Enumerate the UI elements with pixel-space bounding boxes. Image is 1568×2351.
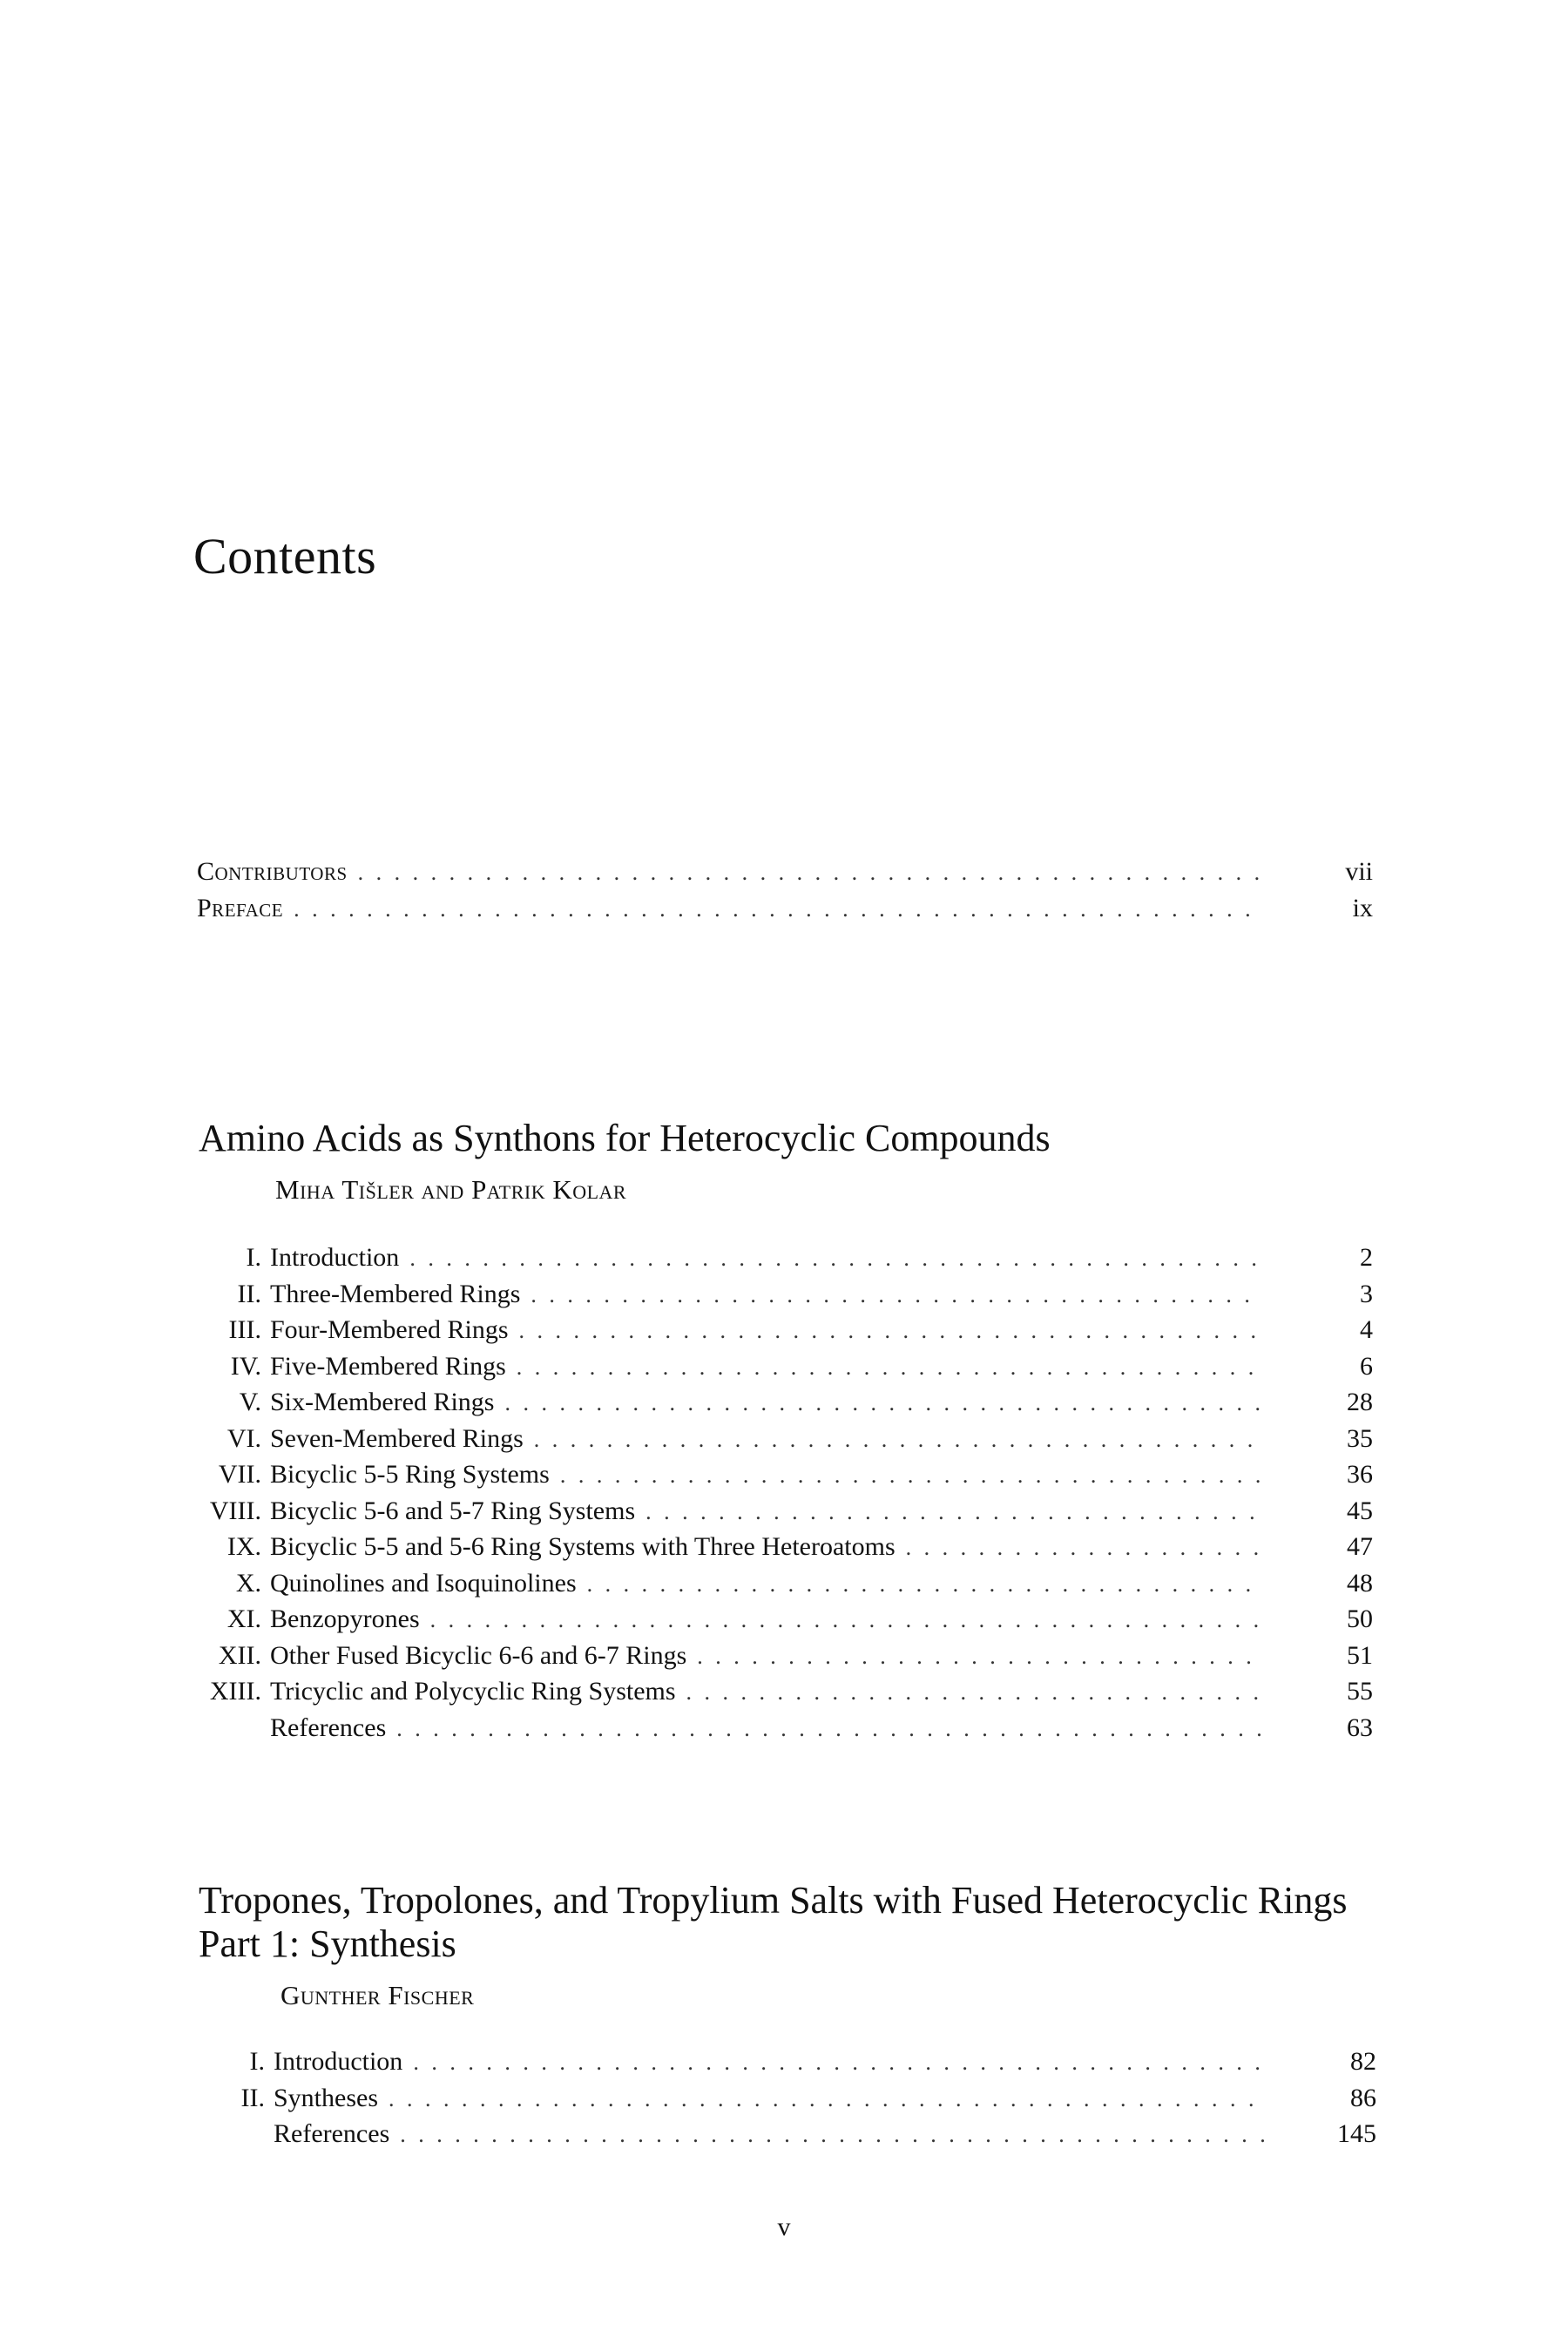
toc-entry-page: 3 bbox=[1360, 1279, 1373, 1308]
dot-leader bbox=[358, 855, 1261, 891]
dot-leader bbox=[430, 1602, 1261, 1638]
toc-entry[interactable] bbox=[197, 1673, 1373, 1710]
toc-entry-label: Bicyclic 5-6 and 5-7 Ring Systems bbox=[270, 1496, 636, 1525]
toc-entry[interactable] bbox=[197, 1601, 1373, 1638]
toc-entry-label: Seven-Membered Rings bbox=[270, 1423, 524, 1453]
toc-entry[interactable] bbox=[197, 1384, 1373, 1421]
toc-entry-number: I. bbox=[246, 1243, 261, 1272]
chapter-2-title: Tropones, Tropolones, and Tropylium Salts with Fused Heterocyclic Rings bbox=[199, 1879, 1348, 1922]
toc-entry-number: XIII. bbox=[209, 1677, 261, 1706]
toc-entry-page: 4 bbox=[1360, 1315, 1373, 1344]
toc-entry-page: vii bbox=[1345, 857, 1373, 886]
toc-entry-page: 28 bbox=[1347, 1388, 1373, 1416]
toc-entry-page: 55 bbox=[1347, 1677, 1373, 1706]
dot-leader bbox=[697, 1638, 1261, 1675]
toc-entry[interactable] bbox=[197, 1638, 1373, 1674]
toc-entry-page: 47 bbox=[1347, 1532, 1373, 1561]
toc-entry-number: VIII. bbox=[209, 1496, 261, 1525]
dot-leader bbox=[517, 1349, 1261, 1386]
chapter-1-authors: Miha Tišler and Patrik Kolar bbox=[275, 1174, 627, 1205]
toc-entry-page: 45 bbox=[1347, 1496, 1373, 1525]
toc-entry-contributors[interactable] bbox=[197, 854, 1373, 890]
toc-entry-label: Tricyclic and Polycyclic Ring Systems bbox=[270, 1677, 676, 1706]
page-title: Contents bbox=[193, 528, 377, 584]
toc-entry-number: VII. bbox=[218, 1460, 261, 1489]
toc-entry-page: 86 bbox=[1350, 2083, 1376, 2112]
toc-entry-number: XII. bbox=[218, 1640, 261, 1670]
toc-entry-label: Benzopyrones bbox=[270, 1604, 420, 1633]
toc-entry-number: IV. bbox=[230, 1351, 261, 1381]
dot-leader bbox=[587, 1566, 1261, 1603]
toc-entry-page: 145 bbox=[1337, 2119, 1376, 2148]
dot-leader bbox=[560, 1457, 1261, 1494]
toc-entry-number: III. bbox=[228, 1315, 261, 1344]
dot-leader bbox=[906, 1530, 1261, 1566]
toc-entry-label: Quinolines and Isoquinolines bbox=[270, 1568, 577, 1598]
toc-entry-number: II. bbox=[240, 2083, 265, 2112]
dot-leader bbox=[294, 891, 1261, 928]
toc-entry[interactable] bbox=[197, 1529, 1373, 1565]
toc-entry-label: Introduction bbox=[274, 2047, 403, 2076]
toc-entry-label: Preface bbox=[197, 893, 284, 922]
toc-entry-label: Six-Membered Rings bbox=[270, 1388, 495, 1416]
page-number: v bbox=[777, 2213, 791, 2241]
toc-entry-label: Introduction bbox=[270, 1243, 400, 1272]
toc-entry[interactable] bbox=[197, 1312, 1373, 1348]
front-matter-list bbox=[197, 854, 1373, 926]
toc-entry-number: IX. bbox=[226, 1532, 261, 1561]
dot-leader bbox=[389, 2081, 1265, 2118]
dot-leader bbox=[413, 2044, 1265, 2081]
dot-leader bbox=[645, 1494, 1261, 1530]
chapter-2-subtitle: Part 1: Synthesis bbox=[199, 1922, 456, 1965]
dot-leader bbox=[531, 1277, 1261, 1314]
toc-entry-label: Five-Membered Rings bbox=[270, 1351, 506, 1381]
toc-entry-label: Three-Membered Rings bbox=[270, 1279, 521, 1308]
toc-entry-label: Syntheses bbox=[274, 2083, 378, 2112]
toc-entry-number: VI. bbox=[226, 1423, 261, 1453]
toc-entry-label: References bbox=[274, 2119, 390, 2148]
toc-entry[interactable] bbox=[200, 2080, 1376, 2117]
toc-entry-page: 6 bbox=[1360, 1351, 1373, 1381]
dot-leader bbox=[396, 1711, 1261, 1747]
toc-entry-label: References bbox=[270, 1713, 387, 1742]
toc-entry-page: 36 bbox=[1347, 1460, 1373, 1489]
toc-entry-page: 50 bbox=[1347, 1604, 1373, 1633]
toc-entry[interactable] bbox=[200, 2044, 1376, 2080]
toc-entry-page: 51 bbox=[1347, 1640, 1373, 1670]
chapter-1-title: Amino Acids as Synthons for Heterocyclic Compounds bbox=[199, 1117, 1051, 1159]
toc-entry-preface[interactable] bbox=[197, 890, 1373, 927]
toc-entry-number: XI. bbox=[226, 1604, 261, 1633]
toc-entry[interactable] bbox=[197, 1456, 1373, 1493]
toc-entry-page: 82 bbox=[1350, 2047, 1376, 2076]
toc-entry-number: II. bbox=[237, 1279, 261, 1308]
chapter-1-entries bbox=[197, 1240, 1373, 1746]
toc-entry[interactable] bbox=[197, 1421, 1373, 1457]
toc-entry[interactable] bbox=[197, 1493, 1373, 1530]
toc-entry-references[interactable] bbox=[197, 1710, 1373, 1746]
dot-leader bbox=[504, 1385, 1261, 1422]
toc-entry-label: Bicyclic 5-5 Ring Systems bbox=[270, 1460, 550, 1489]
toc-entry-page: 35 bbox=[1347, 1423, 1373, 1453]
dot-leader bbox=[534, 1422, 1261, 1458]
chapter-2-authors: Gunther Fischer bbox=[280, 1980, 475, 2010]
toc-entry-page: 63 bbox=[1347, 1713, 1373, 1742]
toc-entry-label: Contributors bbox=[197, 857, 348, 886]
toc-entry[interactable] bbox=[197, 1240, 1373, 1276]
toc-entry-page: 48 bbox=[1347, 1568, 1373, 1598]
toc-entry-number: V. bbox=[239, 1388, 261, 1416]
toc-entry[interactable] bbox=[197, 1276, 1373, 1313]
toc-entry-label: Other Fused Bicyclic 6-6 and 6-7 Rings bbox=[270, 1640, 687, 1670]
toc-entry[interactable] bbox=[197, 1565, 1373, 1602]
chapter-2-entries bbox=[200, 2044, 1376, 2152]
dot-leader bbox=[519, 1313, 1261, 1349]
toc-entry-label: Four-Membered Rings bbox=[270, 1315, 509, 1344]
toc-entry[interactable] bbox=[197, 1348, 1373, 1385]
dot-leader bbox=[686, 1674, 1261, 1711]
toc-entry-page: 2 bbox=[1360, 1243, 1373, 1272]
toc-entry-number: X. bbox=[235, 1568, 261, 1598]
dot-leader bbox=[409, 1240, 1261, 1277]
dot-leader bbox=[400, 2117, 1265, 2153]
toc-entry-references[interactable] bbox=[200, 2116, 1376, 2152]
toc-entry-page: ix bbox=[1352, 893, 1373, 922]
toc-entry-number: I. bbox=[249, 2047, 265, 2076]
toc-entry-label: Bicyclic 5-5 and 5-6 Ring Systems with Three Heteroatoms bbox=[270, 1532, 896, 1561]
